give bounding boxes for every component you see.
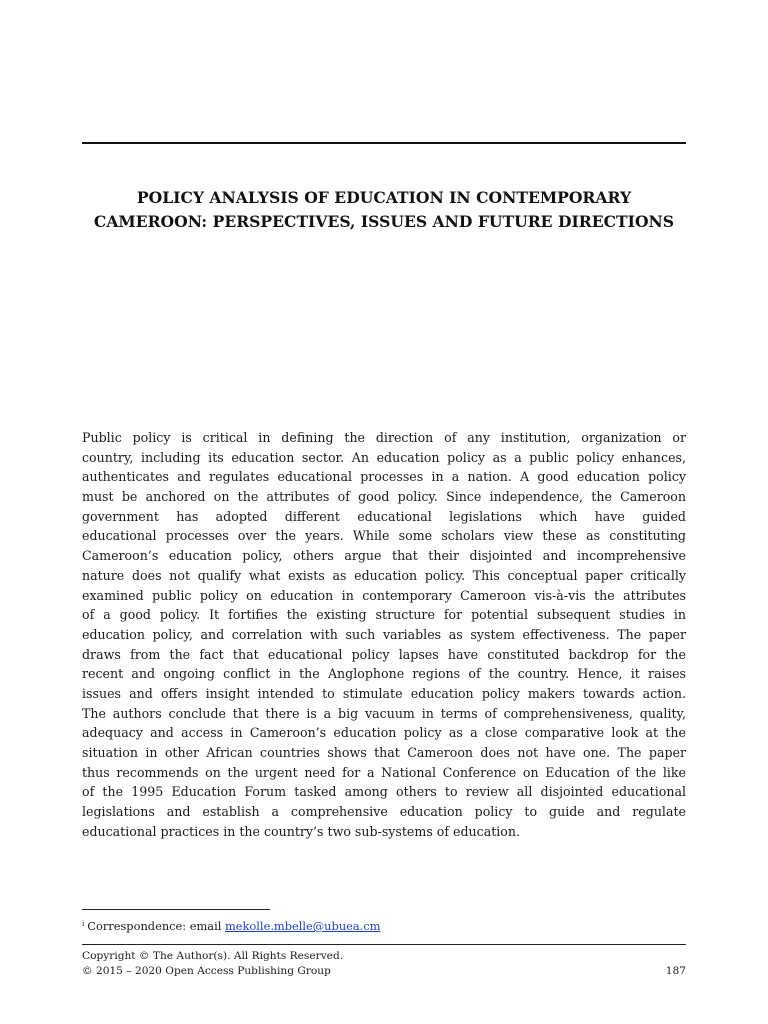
- correspondence-email-link[interactable]: mekolle.mbelle@ubuea.cm: [224, 919, 381, 933]
- footnote-rule: [82, 909, 270, 910]
- paper-title: [82, 186, 686, 234]
- abstract-line: draws from the fact that educational policy lapses have constituted backdrop for the: [82, 646, 686, 662]
- abstract-line: adequacy and access in Cameroon’s education policy as a close comparative look at the: [82, 725, 686, 741]
- abstract-line: Public policy is critical in defining the direction of any institution, organization or: [82, 430, 686, 445]
- abstract-line: government has adopted different educational legislations which have guided: [82, 508, 686, 524]
- abstract-line-last: educational practices in the country’s two sub-systems of education.: [82, 823, 521, 839]
- abstract-line: issues and offers insight intended to stimulate education policy makers towards action.: [82, 685, 686, 701]
- footnote-marker: i: [82, 920, 85, 928]
- abstract-line: educational processes over the years. While some scholars view these as constituting: [82, 528, 686, 544]
- footnote: [82, 916, 380, 934]
- page-footer: [82, 949, 686, 978]
- abstract-line: country, including its education sector. An education policy as a public policy enhances,: [82, 449, 686, 465]
- page-number: 187: [665, 964, 686, 977]
- title-line-1: POLICY ANALYSIS OF EDUCATION IN CONTEMPORARY: [136, 188, 632, 207]
- header-rule: [82, 142, 686, 144]
- copyright-notice: Copyright © The Author(s). All Rights Reserved.: [82, 950, 344, 962]
- footnote-label: Correspondence: email: [87, 919, 222, 933]
- abstract-line: recent and ongoing conflict in the Anglophone regions of the country. Hence, it raises: [82, 666, 686, 682]
- abstract-line: nature does not qualify what exists as education policy. This conceptual paper critically: [82, 567, 686, 583]
- publisher-notice: © 2015 – 2020 Open Access Publishing Group: [82, 964, 331, 977]
- abstract-line: thus recommends on the urgent need for a National Conference on Education of the like: [82, 764, 686, 780]
- abstract-line: authenticates and regulates educational processes in a nation. A good education policy: [82, 469, 686, 485]
- abstract: [82, 428, 686, 841]
- abstract-line: must be anchored on the attributes of good policy. Since independence, the Cameroon: [82, 489, 686, 505]
- abstract-line: of the 1995 Education Forum tasked among others to review all disjointed educational: [82, 784, 686, 800]
- abstract-line: situation in other African countries shows that Cameroon does not have one. The paper: [82, 745, 686, 760]
- abstract-line: legislations and establish a comprehensive education policy to guide and regulate: [82, 804, 686, 820]
- footer-rule: [82, 944, 686, 945]
- abstract-line: of a good policy. It fortifies the existing structure for potential subsequent studies in: [82, 607, 686, 623]
- abstract-line: Cameroon’s education policy, others argue that their disjointed and incomprehensive: [82, 548, 686, 564]
- abstract-line: The authors conclude that there is a big vacuum in terms of comprehensiveness, quality,: [82, 705, 686, 721]
- abstract-line: examined public policy on education in contemporary Cameroon vis-à-vis the attributes: [82, 587, 686, 603]
- abstract-line: education policy, and correlation with such variables as system effectiveness. The paper: [82, 626, 686, 642]
- title-line-2: CAMEROON: PERSPECTIVES, ISSUES AND FUTURE DIRECTIONS: [93, 212, 675, 231]
